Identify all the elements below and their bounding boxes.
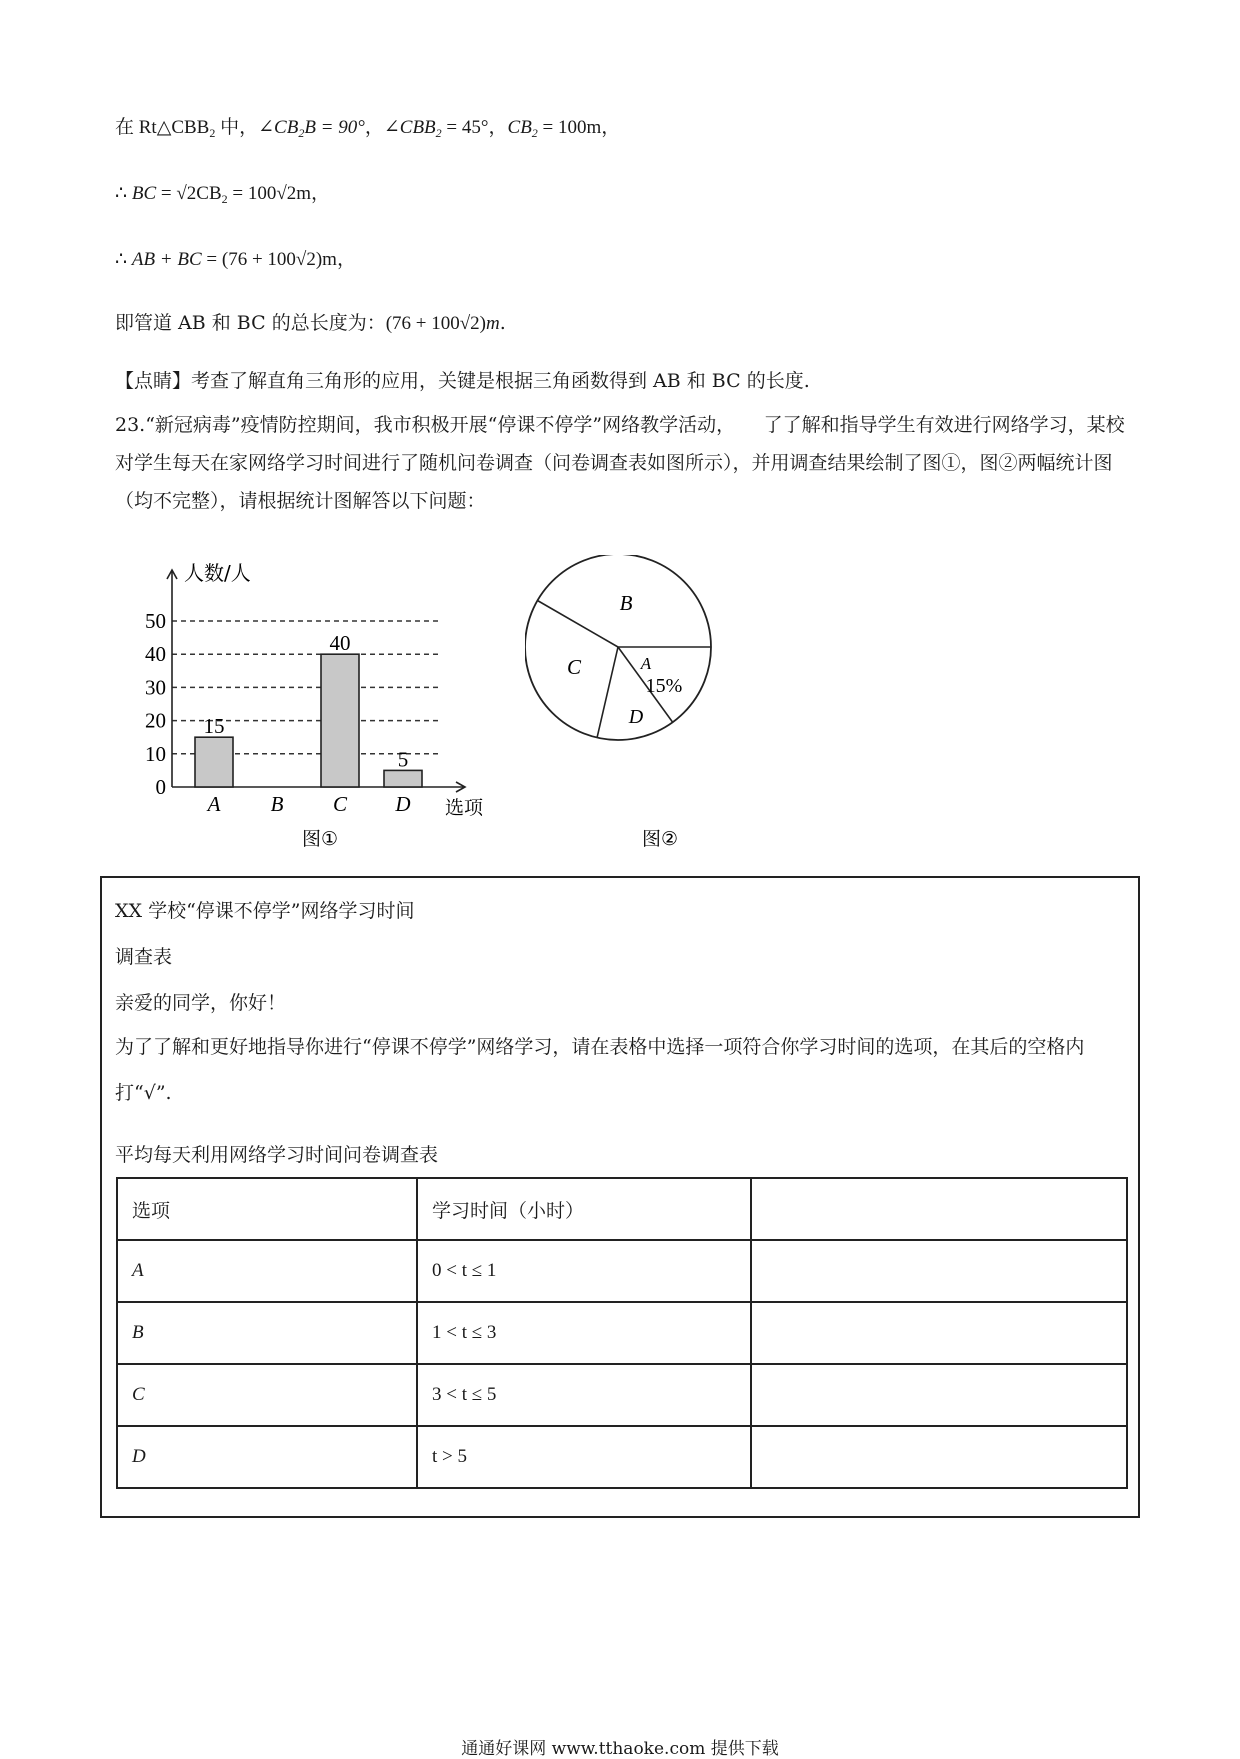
- header-time: 学习时间（小时）: [417, 1178, 751, 1240]
- pie-chart: [525, 555, 785, 855]
- bar-chart: [140, 555, 500, 855]
- eq: = √2CB: [156, 183, 222, 204]
- x-axis-label: 选项: [445, 797, 484, 819]
- text-rt: 在 Rt: [115, 117, 157, 138]
- x-tick-label: A: [207, 792, 221, 816]
- survey-subtitle: 调查表: [115, 946, 173, 968]
- time-cell: t > 5: [417, 1426, 751, 1488]
- line-end: ，: [336, 249, 356, 270]
- check-cell[interactable]: [751, 1364, 1127, 1426]
- bar-value-label: 15: [203, 714, 225, 739]
- check-cell[interactable]: [751, 1426, 1127, 1488]
- table-row: [117, 1364, 1127, 1426]
- slice-value-label: 15%: [645, 675, 683, 697]
- y-tick-label: 10: [145, 741, 166, 766]
- subscript: 2: [298, 126, 305, 140]
- comment-line: 【点睛】考查了解直角三角形的应用，关键是根据三角函数得到 AB 和 BC 的长度.: [115, 370, 810, 392]
- y-tick-label: 0: [155, 775, 166, 799]
- line-end: ，: [601, 117, 621, 138]
- slice-label: D: [628, 706, 644, 728]
- figure-caption: 图②: [641, 828, 679, 850]
- therefore-sign: ∴: [115, 183, 132, 204]
- angle-eq-2-tail: = 45°: [441, 117, 489, 138]
- text-mid: 中，: [215, 117, 259, 138]
- check-cell[interactable]: [751, 1302, 1127, 1364]
- figures: [140, 555, 1040, 855]
- question-23: 23.“新冠病毒”疫情防控期间，我市积极开展“停课不停学”网络教学活动， 了了解和指导学生有效进行网络学习，某校对学生每天在家网络学习时间进行了随机问卷调查（问卷调查表如图所示），并用调查结果绘制了图①，图②两幅统计图（均不完整），请根据统计图解答以下问题：: [115, 414, 1125, 512]
- table-row: [117, 1302, 1127, 1364]
- line-end: ，: [311, 183, 331, 204]
- footer: 通通好课网 www.tthaoke.com 提供下载: [461, 1739, 779, 1759]
- conclusion-expr: (76 + 100√2): [385, 313, 487, 334]
- time-cell: 0 < t ≤ 1: [417, 1240, 751, 1302]
- solution-line-2: [115, 178, 330, 207]
- slice-label: A: [640, 654, 652, 673]
- bar: [321, 654, 359, 787]
- solution-line-3: [115, 244, 356, 271]
- table-header-row: [117, 1178, 1127, 1240]
- table-row: [117, 1426, 1127, 1488]
- option-cell: D: [117, 1426, 417, 1488]
- survey-instruction: 为了了解和更好地指导你进行“停课不停学”网络学习，请在表格中选择一项符合你学习时间的选项，在其后的空格内打“√”.: [115, 1036, 1085, 1104]
- length-eq: CB: [507, 117, 532, 138]
- y-tick-label: 30: [145, 675, 166, 700]
- subscript: 2: [435, 126, 442, 140]
- bar-value-label: 40: [329, 631, 351, 656]
- subscript: 2: [531, 126, 538, 140]
- time-cell: 3 < t ≤ 5: [417, 1364, 751, 1426]
- rhs: = (76 + 100√2)m: [201, 249, 337, 270]
- y-tick-label: 40: [145, 642, 166, 667]
- survey-greeting: 亲爱的同学，你好！: [115, 992, 287, 1014]
- solution-line-1: [115, 112, 620, 141]
- subscript: 2: [221, 192, 228, 206]
- header-check: [751, 1178, 1127, 1240]
- conclusion-text: 即管道 AB 和 BC 的总长度为：: [115, 312, 386, 334]
- survey-box: [100, 876, 1140, 1518]
- lhs: BC: [131, 183, 157, 204]
- sep: ，: [364, 117, 384, 138]
- slice-boundary: [597, 647, 618, 738]
- x-tick-label: C: [332, 792, 348, 816]
- slice-boundary: [537, 601, 618, 648]
- option-cell: C: [117, 1364, 417, 1426]
- solution-line-4: [115, 308, 506, 335]
- y-tick-label: 20: [145, 708, 166, 733]
- therefore-sign: ∴: [115, 249, 132, 270]
- angle-eq-1: ∠CB: [258, 117, 299, 138]
- slice-label: B: [619, 591, 633, 615]
- bar: [195, 737, 233, 787]
- table-row: [117, 1240, 1127, 1302]
- slice-label: C: [566, 655, 582, 679]
- y-axis-label: 人数/人: [184, 561, 251, 585]
- survey-table: [116, 1177, 1128, 1489]
- length-eq-tail: = 100m: [537, 117, 602, 138]
- rhs: = 100√2m: [227, 183, 312, 204]
- check-cell[interactable]: [751, 1240, 1127, 1302]
- option-cell: A: [117, 1240, 417, 1302]
- survey-table-title: 平均每天利用网络学习时间问卷调查表: [115, 1144, 439, 1166]
- sep: ，: [488, 117, 508, 138]
- angle-eq-1-tail: B = 90°: [304, 117, 365, 138]
- angle-eq-2: ∠CBB: [383, 117, 436, 138]
- bar: [384, 770, 422, 787]
- time-cell: 1 < t ≤ 3: [417, 1302, 751, 1364]
- text-triangle: △CBB: [156, 117, 210, 138]
- option-cell: B: [117, 1302, 417, 1364]
- conclusion-unit: m: [486, 313, 500, 334]
- x-tick-label: D: [395, 792, 411, 816]
- y-tick-label: 50: [145, 609, 166, 633]
- bar-value-label: 5: [397, 747, 409, 772]
- line-end: .: [499, 312, 506, 334]
- lhs: AB + BC: [131, 249, 202, 270]
- survey-title: XX 学校“停课不停学”网络学习时间: [115, 900, 415, 922]
- x-tick-label: B: [270, 792, 284, 816]
- figure-caption: 图①: [301, 828, 339, 850]
- subscript: 2: [209, 126, 216, 140]
- header-option: 选项: [117, 1178, 417, 1240]
